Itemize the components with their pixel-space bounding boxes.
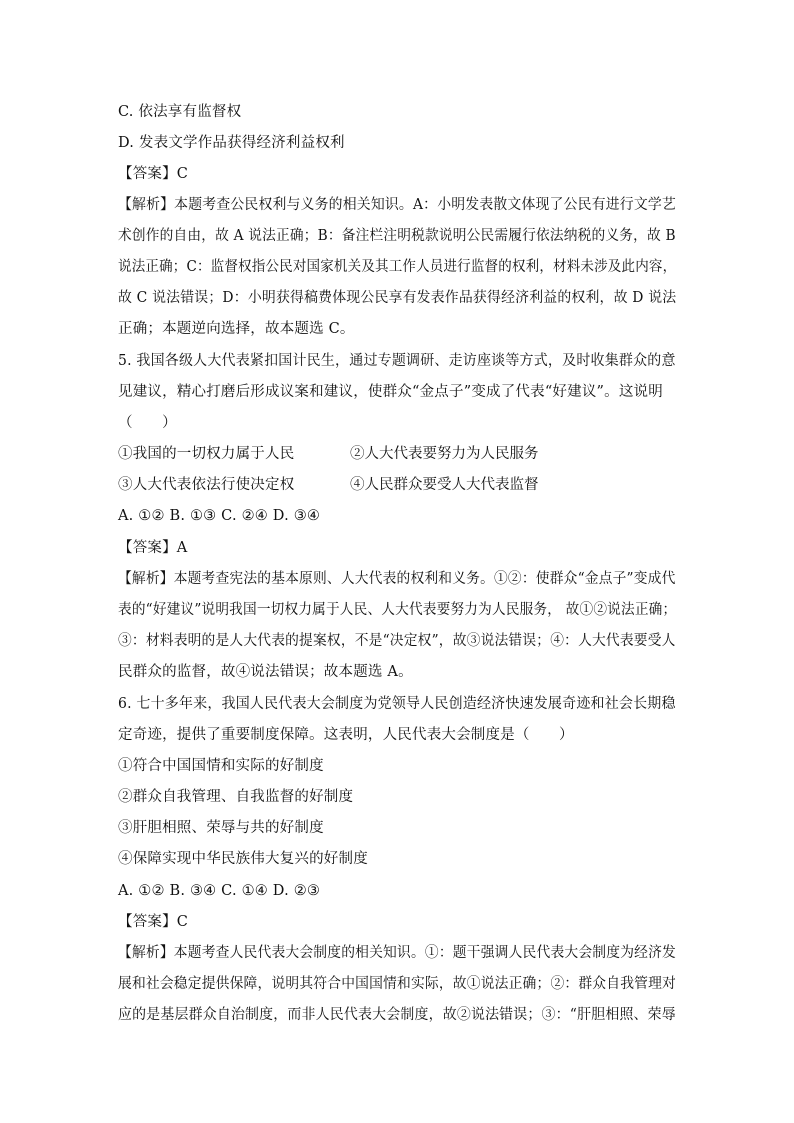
analysis-q6-line1: 【解析】本题考查人民代表大会制度的相关知识。①：题干强调人民代表大会制度为经济发 [118, 945, 676, 961]
q6-statement-4: ④保障实现中华民族伟大复兴的好制度 [118, 851, 368, 867]
q6-statement-3: ③肝胆相照、荣辱与共的好制度 [118, 820, 324, 836]
option-c: C. 依法享有监督权 [118, 104, 242, 120]
answer-q4: 【答案】C [118, 166, 189, 182]
analysis-q4-line3: 说法正确；C：监督权指公民对国家机关及其工作人员进行监督的权利，材料未涉及此内容， [118, 259, 677, 275]
question-5-line1: 5. 我国各级人大代表紧扣国计民生，通过专题调研、走访座谈等方式，及时收集群众的意 [118, 353, 676, 369]
q5-statement-1: ①我国的一切权力属于人民 [118, 446, 295, 462]
q5-choices: A. ①② B. ①③ C. ②④ D. ③④ [118, 508, 321, 524]
q6-statement-2: ②群众自我管理、自我监督的好制度 [118, 789, 354, 805]
option-d: D. 发表文学作品获得经济利益权利 [118, 135, 345, 151]
analysis-q5-line4: 民群众的监督，故④说法错误；故本题选 A。 [118, 664, 413, 680]
analysis-q4-line5: 正确；本题逆向选择，故本题选 C。 [118, 321, 355, 337]
q6-choices: A. ①② B. ③④ C. ①④ D. ②③ [118, 883, 321, 899]
analysis-q6-line3: 应的是基层群众自治制度，而非人民代表大会制度，故②说法错误；③：“肝胆相照、荣辱 [118, 1007, 676, 1023]
answer-q5: 【答案】A [118, 540, 188, 556]
question-6-line2: 定奇迹，提供了重要制度保障。这表明，人民代表大会制度是（ ） [118, 727, 574, 743]
question-5-line2: 见建议，精心打磨后形成议案和建议，使群众“金点子”变成了代表“好建议”。这说明 [118, 384, 663, 400]
analysis-q5-line1: 【解析】本题考查宪法的基本原则、人大代表的权利和义务。①②：使群众“金点子”变成代 [118, 571, 676, 587]
q5-statement-3: ③人大代表依法行使决定权 [118, 477, 295, 493]
analysis-q5-line2: 表的“好建议”说明我国一切权力属于人民、人大代表要努力为人民服务， 故①②说法正确； [118, 602, 677, 618]
question-5-blank: （ ） [118, 415, 177, 431]
analysis-q4-line1: 【解析】本题考查公民权利与义务的相关知识。A：小明发表散文体现了公民有进行文学艺 [118, 197, 676, 213]
q6-statement-1: ①符合中国国情和实际的好制度 [118, 758, 324, 774]
analysis-q4-line2: 术创作的自由，故 A 说法正确；B：备注栏注明税款说明公民需履行依法纳税的义务，故 B [118, 228, 676, 244]
question-6-line1: 6. 七十多年来，我国人民代表大会制度为党领导人民创造经济快速发展奇迹和社会长期稳 [118, 696, 676, 712]
q5-statement-2: ②人大代表要努力为人民服务 [350, 446, 539, 462]
analysis-q5-line3: ③：材料表明的是人大代表的提案权，不是“决定权”，故③说法错误；④：人大代表要受人 [118, 633, 676, 649]
q5-statement-4: ④人民群众要受人大代表监督 [350, 477, 539, 493]
analysis-q4-line4: 故 C 说法错误；D：小明获得稿费体现公民享有发表作品获得经济利益的权利，故 D 说法 [118, 290, 677, 306]
answer-q6: 【答案】C [118, 914, 189, 930]
analysis-q6-line2: 展和社会稳定提供保障，说明其符合中国国情和实际，故①说法正确；②：群众自我管理对 [118, 976, 676, 992]
